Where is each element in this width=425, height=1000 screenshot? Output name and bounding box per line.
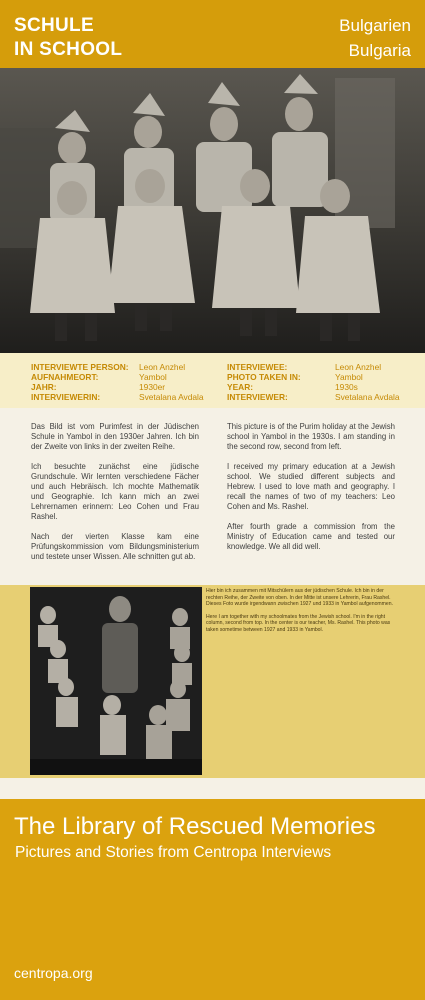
info-value: Yambol [335,372,363,382]
paragraph: After fourth grade a commission from the Ministry of Education came and tested our knowledge. We all did well. [227,522,395,551]
library-title: The Library of Rescued Memories [14,813,376,840]
caption-english: Here I am together with my schoolmates from the Jewish school. I'm in the right column, second from top. In the center is our teacher, Ms. Rashel. This photo was taken sometime between 1927 and 1933 in Yambol. [206,613,391,633]
info-value: Leon Anzhel [335,362,382,372]
main-photo [0,68,425,353]
story-text [0,408,425,585]
story-english [227,422,395,562]
title-english: IN SCHOOL [14,39,123,60]
info-key: PHOTO TAKEN IN: [227,372,301,382]
interview-info [0,353,425,408]
info-key: JAHR: [31,382,57,392]
title-german: SCHULE [14,15,94,36]
header-bar [0,0,425,68]
second-photo-section [0,585,425,778]
paragraph: Nach der vierten Klasse kam eine Prüfungskommission vom Bildungsministerium und testete unser Wissen. Alle schnitten gut ab. [31,532,199,561]
class-photo [30,587,202,775]
website-link[interactable]: centropa.org [14,965,93,981]
paragraph: I received my primary education at a Jewish school. We studied different subjects and Hebrew. I used to love math and geography. I recall the names of two of my teachers: Leo Cohen and Ms. Rashel. [227,462,395,511]
info-value: 1930s [335,382,358,392]
divider-band [0,778,425,799]
paragraph: Das Bild ist vom Purimfest in der Jüdischen Schule in Yambol in den 1930er Jahren. Ich bin der Zweite von links in der zweiten Reihe. [31,422,199,451]
caption-german: Hier bin ich zusammen mit Mitschülern aus der jüdischen Schule. Ich bin in der rechten Reihe, der Zweite von oben. In der Mitte ist unsere Lehrerin, Frau Rashel. Dieses Foto wurde irgendwann zwischen 1927 und 1933 in Yambol aufgenommen. [206,588,393,608]
footer [0,799,425,1000]
library-subtitle: Pictures and Stories from Centropa Interviews [15,844,332,861]
story-german [31,422,199,572]
info-value: Leon Anzhel [139,362,186,372]
info-value: Svetalana Avdala [139,392,204,402]
info-value: Svetalana Avdala [335,392,400,402]
info-key: YEAR: [227,382,254,392]
info-key: INTERVIEWER: [227,392,288,402]
paragraph: This picture is of the Purim holiday at the Jewish school in Yambol in the 1930s. I am standing in the second row, second from left. [227,422,395,451]
photo-caption [206,588,394,640]
info-key: INTERVIEWERIN: [31,392,101,402]
info-value: Yambol [139,372,167,382]
info-value: 1930er [139,382,166,392]
paragraph: Ich besuchte zunächst eine jüdische Grundschule. Wir lernten verschiedene Fächer und auch Hebräisch. Ich mochte Mathematik und Geographie. Ich kann mich an zwei Lehrernamen erinnern: Leo Cohen und Frau Rashel. [31,462,199,521]
info-key: INTERVIEWEE: [227,362,288,372]
country-german: Bulgarien [339,16,411,35]
country-english: Bulgaria [348,41,411,60]
info-key: AUFNAHMEORT: [31,372,99,382]
info-key: INTERVIEWTE PERSON: [31,362,129,372]
